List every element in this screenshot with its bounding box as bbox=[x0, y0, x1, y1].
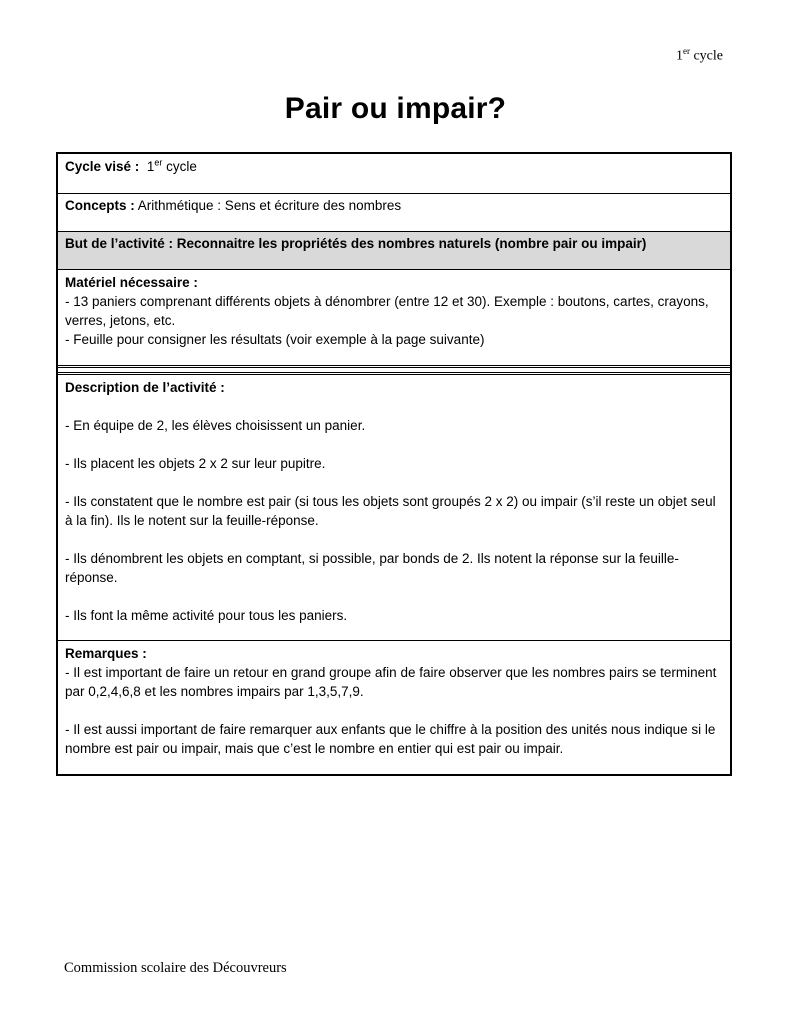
row-remarques bbox=[58, 641, 730, 774]
cycle-value-number: 1 bbox=[146, 159, 155, 174]
header-cycle bbox=[676, 46, 723, 65]
materiel-label: Matériel nécessaire : bbox=[65, 275, 198, 290]
page-title: Pair ou impair? bbox=[284, 92, 507, 125]
description-item: - Ils placent les objets 2 x 2 sur leur pupitre. bbox=[65, 456, 326, 471]
description-item: - En équipe de 2, les élèves choisissent un panier. bbox=[65, 418, 366, 433]
remarques-item: - Il est aussi important de faire remarquer aux enfants que le chiffre à la position des unités nous indique si le nombre est pair ou impair, mais que c’est le nombre en entier qui est pair ou impair. bbox=[65, 722, 716, 756]
cycle-label: Cycle visé : bbox=[65, 159, 140, 174]
description-item: - Ils font la même activité pour tous les paniers. bbox=[65, 608, 348, 623]
header-cycle-word: cycle bbox=[689, 48, 723, 64]
remarques-label: Remarques : bbox=[65, 646, 147, 661]
description-item: - Ils constatent que le nombre est pair (si tous les objets sont groupés 2 x 2) ou impair (s’il reste un objet seul à la fin). Ils le notent sur la feuille-réponse. bbox=[65, 494, 716, 528]
description-item: - Ils dénombrent les objets en comptant, si possible, par bonds de 2. Ils notent la réponse sur la feuille-réponse. bbox=[65, 551, 679, 585]
row-description bbox=[58, 375, 730, 641]
activity-table bbox=[56, 152, 732, 776]
header-cycle-number: 1 bbox=[675, 48, 683, 64]
row-separator bbox=[58, 368, 730, 375]
header-cycle-sup: er bbox=[682, 46, 690, 56]
description-label: Description de l’activité : bbox=[65, 380, 225, 395]
materiel-item: - Feuille pour consigner les résultats (voir exemple à la page suivante) bbox=[65, 332, 485, 347]
materiel-item: - 13 paniers comprenant différents objets à dénombrer (entre 12 et 30). Exemple : boutons, cartes, crayons, verres, jetons, etc. bbox=[65, 294, 709, 328]
cycle-value-word: cycle bbox=[162, 159, 197, 174]
row-materiel bbox=[58, 270, 730, 368]
cycle-value-sup: er bbox=[154, 157, 163, 168]
concepts-value: Arithmétique : Sens et écriture des nombres bbox=[134, 198, 402, 213]
row-cycle bbox=[58, 154, 730, 194]
remarques-item: - Il est important de faire un retour en grand groupe afin de faire observer que les nombres pairs se terminent par 0,2,4,6,8 et les nombres impairs par 1,3,5,7,9. bbox=[65, 665, 717, 699]
cycle-value bbox=[143, 159, 197, 174]
but-text: But de l’activité : Reconnaitre les propriétés des nombres naturels (nombre pair ou impair) bbox=[65, 236, 647, 251]
footer-organization: Commission scolaire des Découvreurs bbox=[64, 960, 287, 976]
concepts-label: Concepts : bbox=[65, 198, 135, 213]
row-concepts bbox=[58, 194, 730, 232]
row-but bbox=[58, 232, 730, 270]
